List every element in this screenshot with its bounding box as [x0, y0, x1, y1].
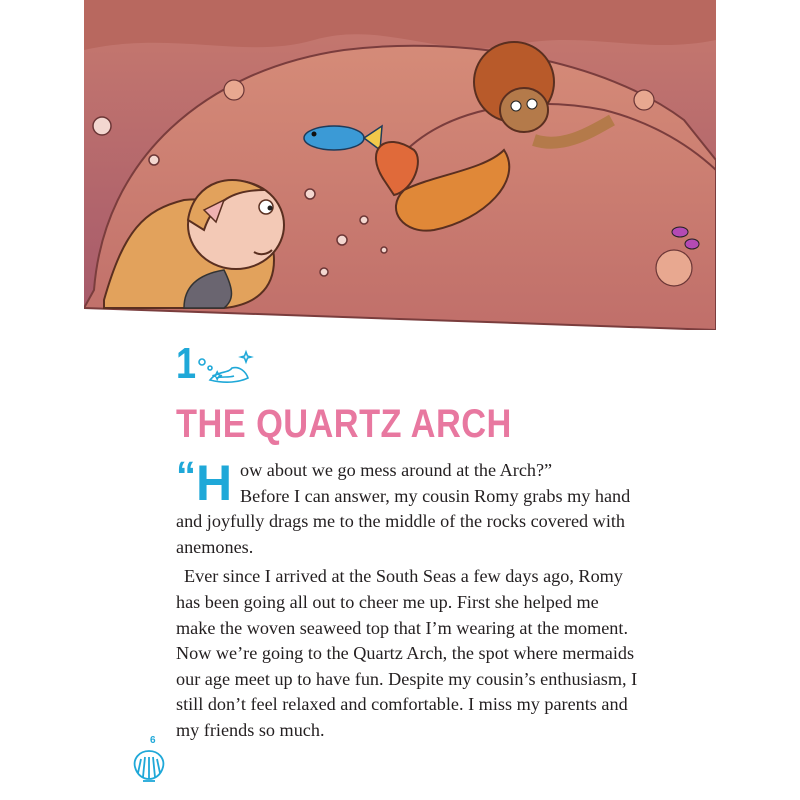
paragraph-3: Ever since I arrived at the South Seas a few days ago, Romy has been going all out to cheer me up. First she helped me make the woven seaweed top that I’m wearing at the moment. Now we’re going to the Quartz Arch, the spot where mermaids our age meet up to have fun. Despite my cousin’s enthusiasm, I still don’t feel relaxed and comfortable. I miss my parents and my friends so much. — [176, 566, 638, 740]
chapter-body — [176, 454, 640, 744]
paragraph-1 — [176, 454, 640, 511]
paragraph-2: Before I can answer, my cousin Romy grabs my hand and joyfully drags me to the middle of the rocks covered with anemones. — [176, 485, 631, 557]
sea-bubbles-ornament-icon — [196, 348, 260, 390]
drop-cap-quote: “ — [176, 454, 196, 498]
chapter-number: 1 — [176, 339, 197, 388]
drop-cap — [176, 454, 233, 511]
drop-cap-letter: H — [196, 455, 233, 511]
chapter-illustration — [84, 0, 716, 330]
page-number: 6 — [150, 735, 156, 746]
paragraph-1-text: ow about we go mess around at the Arch?” — [240, 460, 553, 480]
seashell-icon — [131, 747, 167, 783]
chapter-title: THE QUARTZ ARCH — [176, 402, 512, 446]
